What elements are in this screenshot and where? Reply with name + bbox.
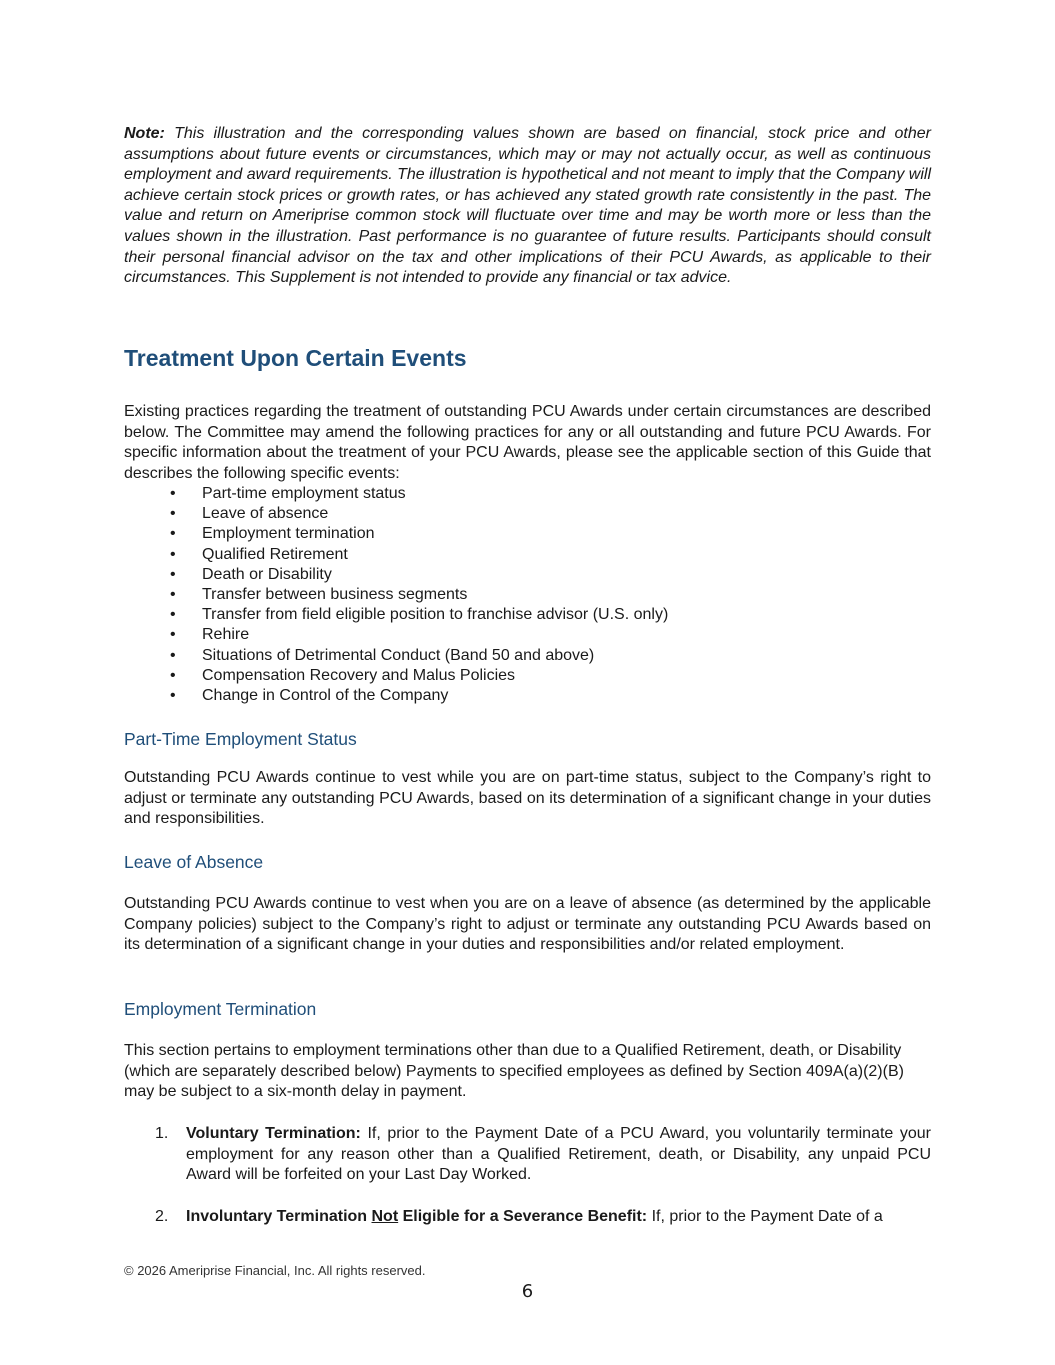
list-item xyxy=(124,1207,931,1228)
item-label xyxy=(186,1208,647,1225)
item-label-post: Eligible for a Severance Benefit: xyxy=(398,1207,648,1225)
section-title: Treatment Upon Certain Events xyxy=(124,345,467,371)
list-item: • Part-time employment status xyxy=(124,484,668,504)
list-item xyxy=(124,1124,931,1186)
item-text: If, prior to the Payment Date of a xyxy=(647,1207,883,1225)
list-item: • Leave of absence xyxy=(124,504,668,524)
leave-text: Outstanding PCU Awards continue to vest when you are on a leave of absence (as determined by the applicable Company policies) subject to the Company’s right to adjust or terminate any outstanding PCU Awards based on its determination of a significant change in your duties and responsibilities and/or related employment. xyxy=(124,895,931,954)
item-label-underline: Not xyxy=(371,1207,399,1225)
note-label: Note: xyxy=(124,125,165,142)
list-item: • Rehire xyxy=(124,625,668,645)
list-item: • Transfer between business segments xyxy=(124,585,668,605)
list-item: • Change in Control of the Company xyxy=(124,686,668,706)
note-text: This illustration and the corresponding values shown are based on financial, stock price and other assumptions about future events or circumstances, which may or may not actually occur, as well as continuous employment and award requirements. The illustration is hypothetical and not meant to imply that the Company will achieve certain stock prices or growth rates, or has achieved any stated growth rate consistently in the past. The value and return on Ameriprise common stock will fluctuate over time and may be worth more or less than the values shown in the illustration. Past performance is no guarantee of future results. Participants should consult their personal financial advisor on the tax and other implications of their PCU Awards, as applicable to their circumstances. This Supplement is not intended to provide any financial or tax advice. xyxy=(124,125,931,287)
list-item: • Compensation Recovery and Malus Policies xyxy=(124,666,668,686)
document-page xyxy=(124,124,931,1225)
page-number: 6 xyxy=(521,1281,534,1302)
part-time-text: Outstanding PCU Awards continue to vest while you are on part-time status, subject to the Company’s right to adjust or terminate any outstanding PCU Awards, based on its determination of a significant change in your duties and responsibilities. xyxy=(124,769,931,828)
item-text: If, prior to the Payment Date of a PCU Award, you voluntarily terminate your employment for any reason other than a Qualified Retirement, death, or Disability, any unpaid PCU Award will be forfeited on your Last Day Worked. xyxy=(186,1125,931,1184)
item-label: Voluntary Termination: xyxy=(186,1125,361,1142)
list-item: • Employment termination xyxy=(124,524,668,544)
list-item: • Situations of Detrimental Conduct (Band 50 and above) xyxy=(124,646,668,666)
list-item: • Death or Disability xyxy=(124,565,668,585)
list-item: • Transfer from field eligible position to franchise advisor (U.S. only) xyxy=(124,605,668,625)
section-intro: Existing practices regarding the treatment of outstanding PCU Awards under certain circumstances are described below. The Committee may amend the following practices for any or all outstanding and future PCU Awards. For specific information about the treatment of your PCU Awards, please see the applicable section of this Guide that describes the following specific events: xyxy=(124,403,931,482)
item-number: 1. xyxy=(155,1125,169,1142)
part-time-heading: Part-Time Employment Status xyxy=(124,729,357,749)
footer-copyright: © 2026 Ameriprise Financial, Inc. All rights reserved. xyxy=(124,1263,426,1278)
events-list xyxy=(124,484,668,706)
item-label-pre: Involuntary Termination xyxy=(186,1207,372,1225)
termination-heading: Employment Termination xyxy=(124,999,317,1019)
leave-heading: Leave of Absence xyxy=(124,852,264,872)
termination-text: This section pertains to employment terminations other than due to a Qualified Retirement, death, or Disability (which are separately described below) Payments to specified employees as defined by Section 409A(a)(2)(B) may be subject to a six-month delay in payment. xyxy=(124,1042,904,1101)
list-item: • Qualified Retirement xyxy=(124,545,668,565)
termination-list xyxy=(124,1124,931,1248)
item-number: 2. xyxy=(155,1207,169,1225)
note-paragraph xyxy=(124,124,931,289)
